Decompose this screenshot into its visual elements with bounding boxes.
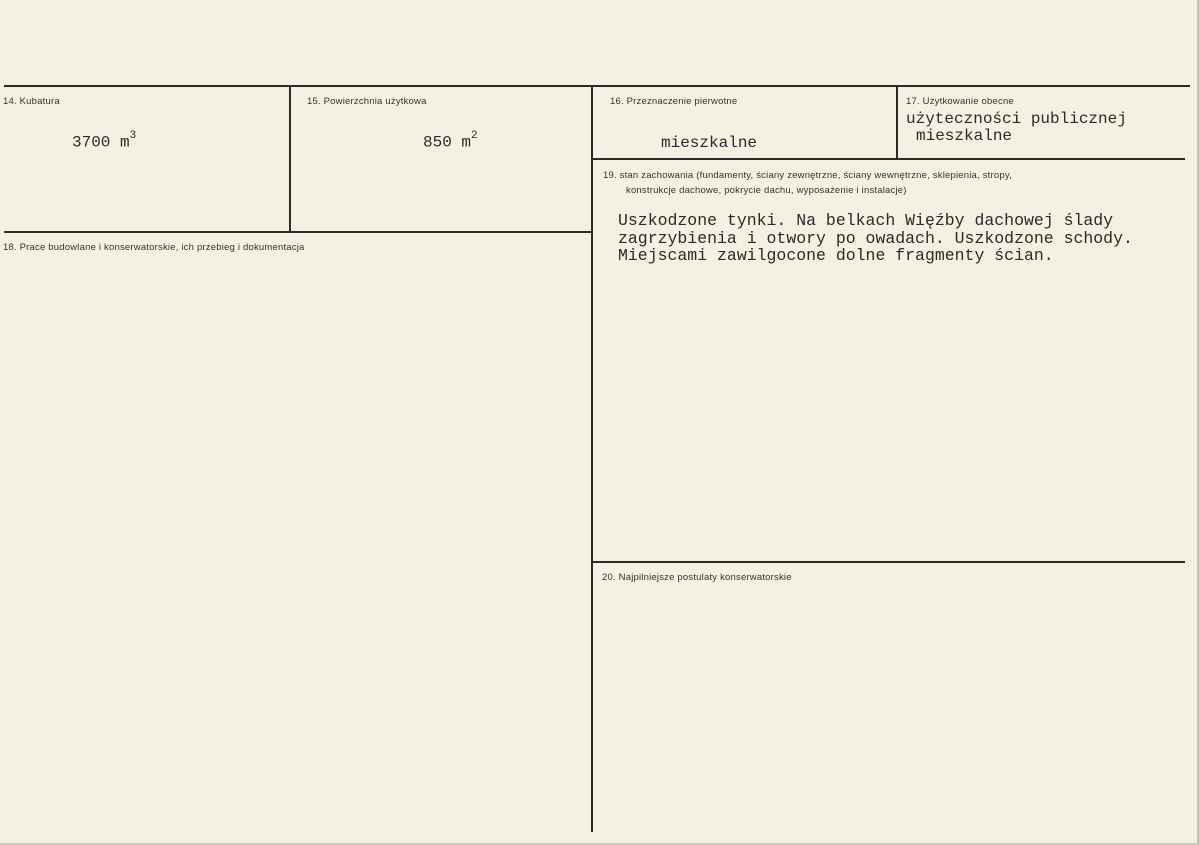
field-14-label: 14. Kubatura bbox=[3, 96, 60, 107]
rule-under-16-17 bbox=[593, 158, 1185, 160]
divider-14-15 bbox=[289, 86, 291, 233]
divider-16-17 bbox=[896, 86, 898, 160]
field-17-value-line2: mieszkalne bbox=[916, 127, 1013, 145]
field-17-label: 17. Użytkowanie obecne bbox=[906, 96, 1014, 107]
field-14-value bbox=[72, 132, 136, 151]
field-19-label-line1: 19. stan zachowania (fundamenty, ściany zewnętrzne, ściany wewnętrzne, sklepienia, stropy, bbox=[603, 170, 1012, 181]
field-20-label: 20. Najpilniejsze postulaty konserwatorskie bbox=[602, 572, 792, 583]
field-14-number: 3700 m bbox=[72, 133, 130, 152]
field-17-value-line1: użyteczności publicznej bbox=[906, 110, 1127, 128]
field-15-number: 850 m bbox=[423, 133, 472, 152]
field-19-text-line2: zagrzybienia i otwory po owadach. Uszkodzone schody. bbox=[618, 229, 1133, 248]
center-divider bbox=[591, 86, 593, 832]
top-rule bbox=[4, 85, 1190, 87]
field-19-text-line1: Uszkodzone tynki. Na belkach Więźby dachowej ślady bbox=[618, 211, 1114, 230]
field-19-text-line3: Miejscami zawilgocone dolne fragmenty ścian. bbox=[618, 246, 1054, 265]
rule-above-20 bbox=[593, 561, 1185, 563]
field-15-value bbox=[423, 132, 478, 151]
field-16-value: mieszkalne bbox=[661, 134, 758, 152]
rule-under-14-15 bbox=[4, 231, 592, 233]
field-15-label: 15. Powierzchnia użytkowa bbox=[307, 96, 427, 107]
field-18-label: 18. Prace budowlane i konserwatorskie, ich przebieg i dokumentacja bbox=[3, 242, 305, 253]
field-14-exponent: 3 bbox=[129, 130, 137, 142]
field-16-label: 16. Przeznaczenie pierwotne bbox=[610, 96, 738, 107]
field-15-exponent: 2 bbox=[471, 130, 478, 142]
field-19-label-line2: konstrukcje dachowe, pokrycie dachu, wyposażenie i instalacje) bbox=[626, 185, 907, 196]
